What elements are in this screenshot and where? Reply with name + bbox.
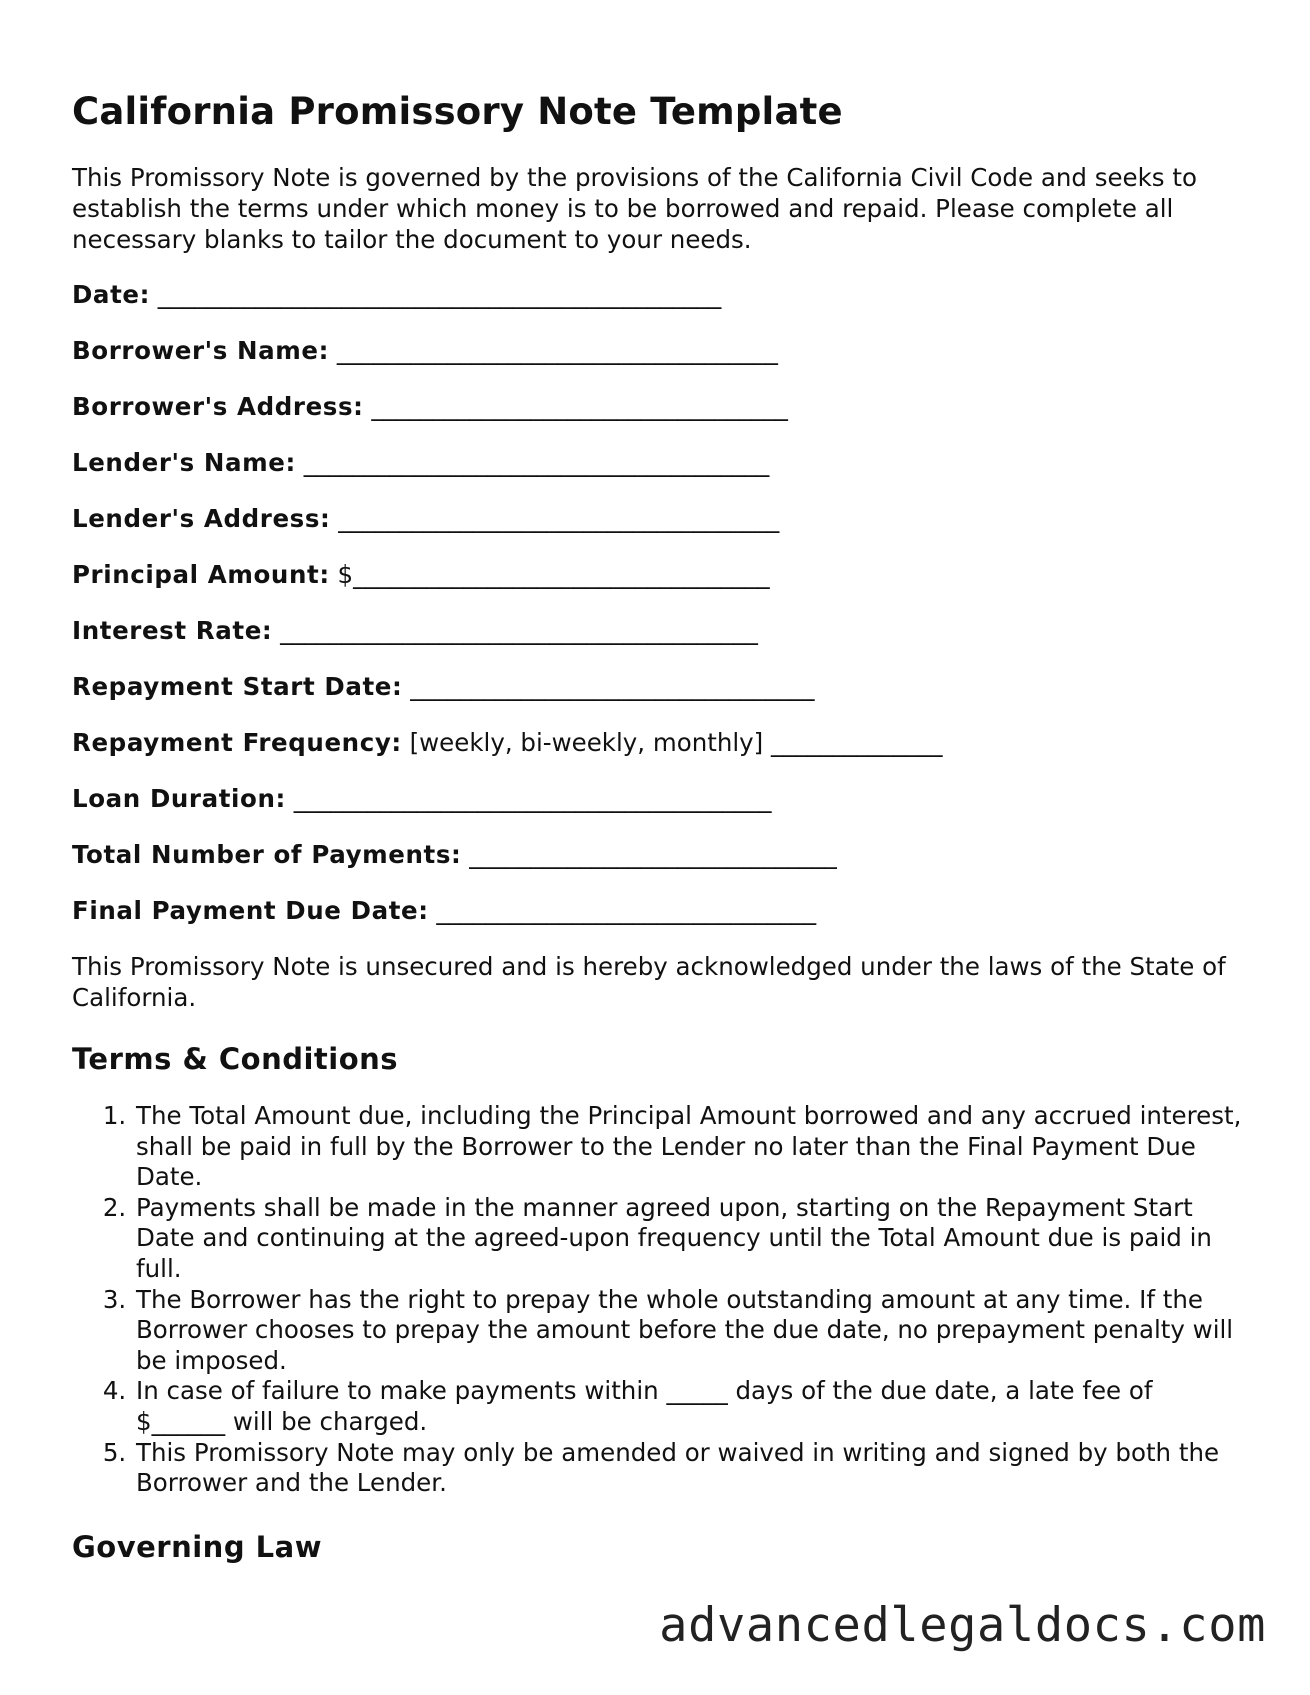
field-label: Borrower's Name: [72,336,330,365]
terms-list [72,1101,1242,1499]
field-borrower-name [72,335,1242,366]
term-item: 5. This Promissory Note may only be amended or waived in writing and signed by both the Borrower and the Lender. [134,1438,1242,1499]
field-total-payments [72,839,1242,870]
term-item: 1. The Total Amount due, including the Principal Amount borrowed and any accrued interest, shall be paid in full by the Borrower to the Lender no later than the Final Payment Due Date. [134,1101,1242,1193]
field-blank: ____________________________________ [330,504,780,533]
field-label: Date: [72,280,150,309]
governing-law-heading: Governing Law [72,1529,323,1564]
field-label: Borrower's Address: [72,392,364,421]
field-lender-address [72,503,1242,534]
field-blank: [weekly, bi-weekly, monthly] ______________ [401,728,943,757]
field-loan-duration [72,783,1242,814]
field-label: Loan Duration: [72,784,286,813]
field-final-payment-date [72,895,1242,926]
field-borrower-address [72,391,1242,422]
document-page [72,86,1242,1589]
document-title: California Promissory Note Template [72,90,843,133]
field-blank: _______________________________________ [272,616,758,645]
field-blank: ______________________________________________ [150,280,722,309]
field-label: Lender's Name: [72,448,296,477]
field-label: Lender's Address: [72,504,331,533]
field-date [72,279,1242,310]
term-item: 4. In case of failure to make payments within _____ days of the due date, a late fee of $______ will be charged. [134,1376,1242,1437]
field-label: Interest Rate: [72,616,273,645]
term-item: 3. The Borrower has the right to prepay the whole outstanding amount at any time. If the Borrower chooses to prepay the amount before the due date, no prepayment penalty will be imposed. [134,1285,1242,1377]
field-label: Repayment Start Date: [72,672,403,701]
terms-heading: Terms & Conditions [72,1042,399,1076]
watermark-text: advancedlegaldocs.com [659,1598,1266,1653]
field-label: Repayment Frequency: [72,728,402,757]
field-blank: _______________________________________ [285,784,772,813]
field-repayment-start-date [72,671,1242,702]
field-label: Principal Amount: [72,560,330,589]
field-blank: ______________________________ [461,840,837,869]
field-blank: ______________________________________ [295,448,770,477]
field-repayment-frequency [72,727,1242,758]
field-principal-amount [72,559,1242,590]
fields-section [72,279,1242,926]
field-lender-name [72,447,1242,478]
field-blank: ____________________________________ [329,336,778,365]
field-blank: _______________________________ [428,896,817,925]
field-interest-rate [72,615,1242,646]
field-blank: $__________________________________ [329,560,770,589]
field-label: Final Payment Due Date: [72,896,429,925]
field-blank: _________________________________ [402,672,815,701]
unsecured-statement: This Promissory Note is unsecured and is hereby acknowledged under the laws of the State of California. [72,952,1226,1012]
field-blank: __________________________________ [363,392,788,421]
intro-paragraph: This Promissory Note is governed by the provisions of the California Civil Code and seeks to establish the terms under which money is to be borrowed and repaid. Please complete all necessary blanks to tailor the document to your needs. [72,163,1197,254]
field-label: Total Number of Payments: [72,840,462,869]
term-item: 2. Payments shall be made in the manner agreed upon, starting on the Repayment Start Date and continuing at the agreed-upon frequency until the Total Amount due is paid in full. [134,1193,1242,1285]
